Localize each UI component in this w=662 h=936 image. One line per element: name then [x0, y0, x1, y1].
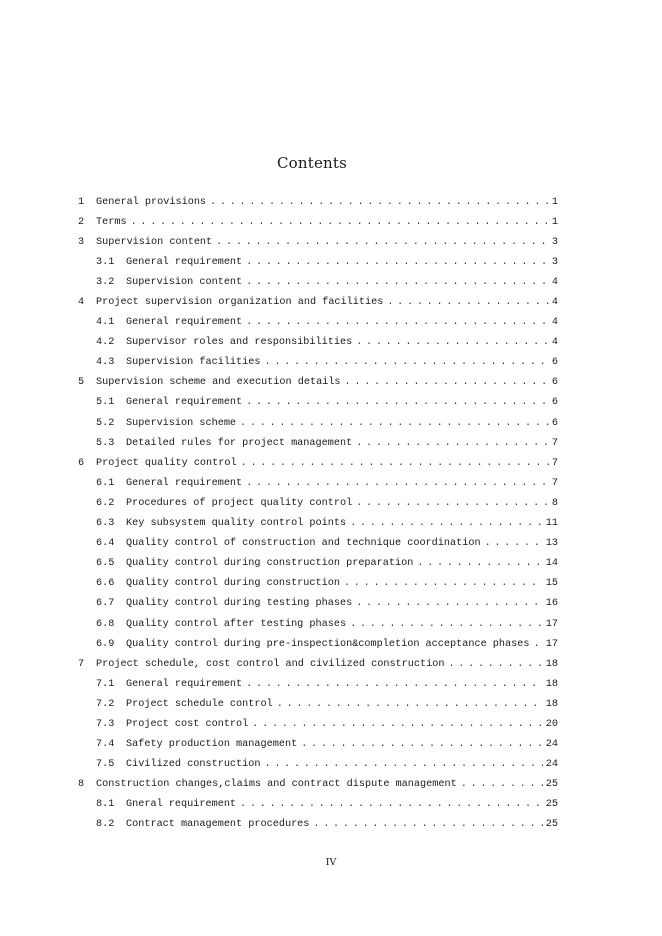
toc-entry-page: 25 — [545, 819, 558, 831]
toc-entry-title: Gneral requirement — [126, 799, 237, 811]
toc-entry-title: Supervision facilities — [126, 357, 261, 369]
toc-entry[interactable] — [78, 313, 558, 333]
toc-entry[interactable] — [78, 292, 558, 312]
toc-entry-title: Supervision content — [96, 236, 213, 248]
toc-entry[interactable] — [78, 333, 558, 353]
toc-entry-page: 6 — [551, 397, 558, 409]
toc-entry[interactable] — [78, 574, 558, 594]
toc-entry-number: 5 — [78, 377, 85, 389]
toc-entry-title: General requirement — [126, 256, 243, 268]
toc-entry[interactable] — [78, 373, 558, 393]
dot-leader — [461, 779, 543, 790]
dot-leader — [485, 538, 543, 549]
toc-entry-page: 17 — [545, 618, 558, 630]
dot-leader — [265, 759, 543, 770]
toc-entry-number: 7.4 — [96, 739, 115, 751]
toc-entry-page: 18 — [545, 698, 558, 710]
toc-entry[interactable] — [78, 514, 558, 534]
toc-entry[interactable] — [78, 353, 558, 373]
toc-entry-number: 6.2 — [96, 497, 115, 509]
toc-entry-title: General requirement — [126, 397, 243, 409]
toc-entry-title: General requirement — [126, 678, 243, 690]
toc-entry-number: 7 — [78, 658, 85, 670]
dot-leader — [448, 659, 542, 670]
toc-entry-number: 8.2 — [96, 819, 115, 831]
toc-entry[interactable] — [78, 815, 558, 835]
toc-entry-page: 25 — [545, 799, 558, 811]
dot-leader — [356, 598, 543, 609]
toc-entry-number: 7.1 — [96, 678, 115, 690]
toc-entry-title: Contract management procedures — [126, 819, 310, 831]
toc-entry-number: 6.8 — [96, 618, 115, 630]
toc-entry-title: General requirement — [126, 317, 243, 329]
dot-leader — [216, 237, 549, 248]
toc-entry-page: 4 — [551, 276, 558, 288]
toc-entry-title: Safety production management — [126, 739, 298, 751]
toc-entry-page: 1 — [551, 196, 558, 208]
toc-entry-number: 1 — [78, 196, 85, 208]
toc-entry-title: Project quality control — [96, 457, 237, 469]
dot-leader — [356, 337, 549, 348]
toc-entry[interactable] — [78, 453, 558, 473]
toc-entry-page: 6 — [551, 417, 558, 429]
toc-entry-number: 5.1 — [96, 397, 115, 409]
toc-entry-page: 6 — [551, 377, 558, 389]
toc-entry-title: Construction changes,claims and contract dispute management — [96, 779, 457, 791]
dot-leader — [417, 558, 542, 569]
toc-entry[interactable] — [78, 735, 558, 755]
toc-entry[interactable] — [78, 272, 558, 292]
toc-entry-number: 6.5 — [96, 558, 115, 570]
toc-entry-title: Project supervision organization and facilities — [96, 297, 384, 309]
page-number: IV — [325, 857, 337, 868]
toc-entry-page: 7 — [551, 477, 558, 489]
toc-entry[interactable] — [78, 714, 558, 734]
toc-entry[interactable] — [78, 212, 558, 232]
dot-leader — [246, 317, 549, 328]
dot-leader — [301, 739, 543, 750]
dot-leader — [246, 478, 549, 489]
toc-entry-number: 7.3 — [96, 718, 115, 730]
toc-entry-page: 18 — [545, 678, 558, 690]
toc-entry-number: 3.1 — [96, 256, 115, 268]
toc-entry-number: 6.4 — [96, 538, 115, 550]
dot-leader — [246, 277, 549, 288]
toc-entry-title: Supervision content — [126, 276, 243, 288]
toc-entry-number: 6.7 — [96, 598, 115, 610]
toc-entry-number: 7.5 — [96, 759, 115, 771]
toc-entry-title: Civilized construction — [126, 759, 261, 771]
toc-entry-number: 7.2 — [96, 698, 115, 710]
dot-leader — [265, 357, 549, 368]
toc-entry-page: 20 — [545, 718, 558, 730]
toc-entry-page: 25 — [545, 779, 558, 791]
toc-entry[interactable] — [78, 393, 558, 413]
toc-entry-title: Supervisor roles and responsibilities — [126, 337, 353, 349]
toc-entry-title: Supervision scheme and execution details — [96, 377, 341, 389]
toc-entry-page: 11 — [545, 518, 558, 530]
toc-entry-page: 7 — [551, 437, 558, 449]
dot-leader — [241, 458, 549, 469]
dot-leader — [246, 397, 549, 408]
toc-entry[interactable] — [78, 252, 558, 272]
toc-entry-title: Quality control during construction preparation — [126, 558, 414, 570]
toc-entry-number: 4.1 — [96, 317, 115, 329]
toc-entry-number: 4.2 — [96, 337, 115, 349]
toc-entry-page: 6 — [551, 357, 558, 369]
dot-leader — [252, 719, 542, 730]
dot-leader — [210, 197, 549, 208]
toc-entry[interactable] — [78, 755, 558, 775]
dot-leader — [350, 518, 543, 529]
toc-entry-title: Detailed rules for project management — [126, 437, 353, 449]
toc-entry-number: 3.2 — [96, 276, 115, 288]
dot-leader — [246, 257, 549, 268]
toc-entry-number: 8.1 — [96, 799, 115, 811]
toc-entry-number: 6.6 — [96, 578, 115, 590]
toc-entry-title: General provisions — [96, 196, 207, 208]
dot-leader — [345, 377, 549, 388]
toc-entry-number: 2 — [78, 216, 85, 228]
toc-entry-number: 6.3 — [96, 518, 115, 530]
toc-entry-page: 24 — [545, 759, 558, 771]
toc-entry-page: 1 — [551, 216, 558, 228]
toc-entry[interactable] — [78, 694, 558, 714]
dot-leader — [534, 639, 543, 650]
toc-entry[interactable] — [78, 232, 558, 252]
toc-entry-page: 16 — [545, 598, 558, 610]
toc-entry-title: Quality control of construction and technique coordination — [126, 538, 481, 550]
toc-entry[interactable] — [78, 795, 558, 815]
toc-entry[interactable] — [78, 534, 558, 554]
page-title: Contents — [276, 154, 348, 172]
toc-entry[interactable] — [78, 634, 558, 654]
toc-entry[interactable] — [78, 614, 558, 634]
toc-entry-number: 8 — [78, 779, 85, 791]
toc-entry-page: 15 — [545, 578, 558, 590]
dot-leader — [350, 619, 543, 630]
dot-leader — [277, 699, 543, 710]
toc-entry-number: 5.2 — [96, 417, 115, 429]
toc-entry[interactable] — [78, 473, 558, 493]
toc-entry-title: Project cost control — [126, 718, 249, 730]
toc-entry[interactable] — [78, 433, 558, 453]
toc-entry-page: 8 — [551, 497, 558, 509]
dot-leader — [313, 819, 542, 830]
toc-entry-title: Terms — [96, 216, 127, 228]
toc-entry-title: Quality control during construction — [126, 578, 340, 590]
toc-entry-page: 4 — [551, 337, 558, 349]
toc-entry-title: Supervision scheme — [126, 417, 237, 429]
toc-entry-number: 5.3 — [96, 437, 115, 449]
toc-entry-number: 6 — [78, 457, 85, 469]
dot-leader — [240, 799, 543, 810]
toc-entry-title: Quality control during pre-inspection&completion acceptance phases — [126, 638, 530, 650]
toc-entry-title: Quality control after testing phases — [126, 618, 347, 630]
toc-entry-page: 4 — [551, 297, 558, 309]
toc-entry[interactable] — [78, 493, 558, 513]
toc-entry-number: 4.3 — [96, 357, 115, 369]
table-of-contents — [78, 192, 558, 835]
toc-entry[interactable] — [78, 654, 558, 674]
toc-entry-number: 3 — [78, 236, 85, 248]
toc-entry-page: 3 — [551, 256, 558, 268]
toc-entry[interactable] — [78, 554, 558, 574]
toc-entry-title: Project schedule, cost control and civilized construction — [96, 658, 445, 670]
toc-entry-page: 18 — [545, 658, 558, 670]
toc-entry-page: 14 — [545, 558, 558, 570]
toc-entry[interactable] — [78, 413, 558, 433]
toc-entry-number: 6.9 — [96, 638, 115, 650]
dot-leader — [131, 217, 549, 228]
dot-leader — [240, 418, 549, 429]
toc-entry-page: 13 — [545, 538, 558, 550]
dot-leader — [344, 578, 543, 589]
toc-entry-page: 7 — [551, 457, 558, 469]
toc-entry[interactable] — [78, 192, 558, 212]
toc-entry-title: General requirement — [126, 477, 243, 489]
toc-entry-page: 3 — [551, 236, 558, 248]
toc-entry[interactable] — [78, 775, 558, 795]
toc-entry-number: 6.1 — [96, 477, 115, 489]
toc-entry-number: 4 — [78, 297, 85, 309]
toc-entry-title: Quality control during testing phases — [126, 598, 353, 610]
dot-leader — [246, 679, 543, 690]
dot-leader — [356, 498, 549, 509]
toc-entry-page: 4 — [551, 317, 558, 329]
dot-leader — [387, 297, 549, 308]
toc-entry[interactable] — [78, 674, 558, 694]
toc-entry-title: Key subsystem quality control points — [126, 518, 347, 530]
toc-entry-page: 17 — [545, 638, 558, 650]
toc-entry[interactable] — [78, 594, 558, 614]
toc-entry-title: Project schedule control — [126, 698, 273, 710]
dot-leader — [356, 438, 549, 449]
toc-entry-title: Procedures of project quality control — [126, 497, 353, 509]
toc-entry-page: 24 — [545, 739, 558, 751]
